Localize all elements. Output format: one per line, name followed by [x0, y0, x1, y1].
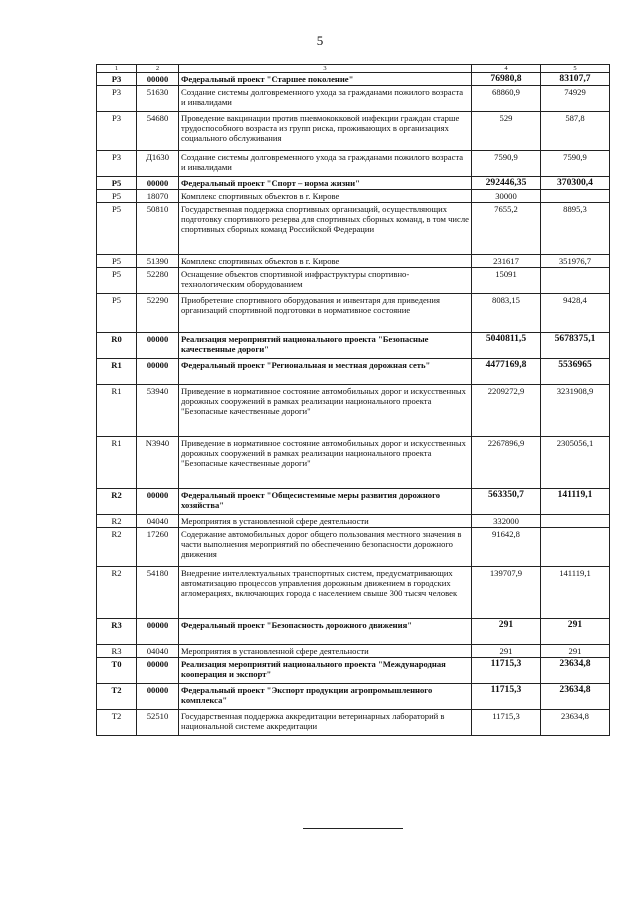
cell-sub: 04040	[137, 645, 179, 658]
cell-code: R1	[97, 385, 137, 437]
cell-v1: 11715,3	[472, 684, 541, 710]
cell-v1: 11715,3	[472, 710, 541, 736]
cell-v2	[541, 190, 610, 203]
cell-code: R1	[97, 359, 137, 385]
table-row	[97, 255, 610, 268]
table-row	[97, 203, 610, 255]
cell-code: R0	[97, 333, 137, 359]
cell-v1: 4477169,8	[472, 359, 541, 385]
cell-code: P3	[97, 112, 137, 151]
cell-name: Государственная поддержка спортивных организаций, осуществляющих подготовку спортивного резерва для спортивных сборных команд, в том числе спортивных сборных команд Российской Федерации	[179, 203, 472, 255]
cell-v1: 7655,2	[472, 203, 541, 255]
cell-v2: 23634,8	[541, 658, 610, 684]
table-row	[97, 268, 610, 294]
cell-sub: 52510	[137, 710, 179, 736]
cell-v1: 8083,15	[472, 294, 541, 333]
cell-v1: 291	[472, 645, 541, 658]
cell-name: Создание системы долговременного ухода за гражданами пожилого возраста и инвалидами	[179, 86, 472, 112]
table-row	[97, 112, 610, 151]
cell-code: P3	[97, 151, 137, 177]
column-header: 4	[472, 65, 541, 73]
cell-v2: 5536965	[541, 359, 610, 385]
cell-v1: 291	[472, 619, 541, 645]
cell-name: Реализация мероприятий национального проекта "Международная кооперация и экспорт"	[179, 658, 472, 684]
table-row	[97, 190, 610, 203]
cell-sub: 00000	[137, 658, 179, 684]
cell-v1: 2267896,9	[472, 437, 541, 489]
table-row	[97, 385, 610, 437]
table-row	[97, 177, 610, 190]
cell-v1: 15091	[472, 268, 541, 294]
table-row	[97, 619, 610, 645]
cell-sub: 51390	[137, 255, 179, 268]
budget-table	[96, 64, 610, 736]
cell-name: Мероприятия в установленной сфере деятельности	[179, 645, 472, 658]
cell-name: Федеральный проект "Спорт – норма жизни"	[179, 177, 472, 190]
cell-name: Федеральный проект "Старшее поколение"	[179, 73, 472, 86]
cell-sub: 00000	[137, 177, 179, 190]
cell-code: T2	[97, 710, 137, 736]
cell-name: Приведение в нормативное состояние автомобильных дорог и искусственных дорожных сооружений в рамках реализации национального проекта "Безопасные качественные дороги"	[179, 385, 472, 437]
cell-v1: 11715,3	[472, 658, 541, 684]
cell-code: T0	[97, 658, 137, 684]
cell-code: R2	[97, 515, 137, 528]
cell-name: Федеральный проект "Общесистемные меры развития дорожного хозяйства"	[179, 489, 472, 515]
cell-code: P3	[97, 86, 137, 112]
cell-sub: 51630	[137, 86, 179, 112]
table-row	[97, 73, 610, 86]
cell-name: Федеральный проект "Региональная и местная дорожная сеть"	[179, 359, 472, 385]
cell-sub: 52280	[137, 268, 179, 294]
cell-code: P5	[97, 268, 137, 294]
cell-name: Содержание автомобильных дорог общего пользования местного значения в части выполнения мероприятий по обеспечению безопасности дорожного движения	[179, 528, 472, 567]
cell-v2: 370300,4	[541, 177, 610, 190]
cell-sub: 00000	[137, 333, 179, 359]
table-row	[97, 359, 610, 385]
cell-name: Федеральный проект "Экспорт продукции агропромышленного комплекса"	[179, 684, 472, 710]
table-row	[97, 567, 610, 619]
cell-name: Комплекс спортивных объектов в г. Кирове	[179, 190, 472, 203]
cell-name: Комплекс спортивных объектов в г. Кирове	[179, 255, 472, 268]
table-row	[97, 151, 610, 177]
table-row	[97, 333, 610, 359]
cell-v2: 74929	[541, 86, 610, 112]
cell-v2: 351976,7	[541, 255, 610, 268]
column-header: 1	[97, 65, 137, 73]
cell-code: R1	[97, 437, 137, 489]
cell-v2: 291	[541, 645, 610, 658]
cell-name: Реализация мероприятий национального проекта "Безопасные качественные дороги"	[179, 333, 472, 359]
table-row	[97, 489, 610, 515]
cell-v1: 139707,9	[472, 567, 541, 619]
cell-v2: 83107,7	[541, 73, 610, 86]
table-header-row	[97, 65, 610, 73]
cell-sub: 18070	[137, 190, 179, 203]
cell-v1: 563350,7	[472, 489, 541, 515]
cell-sub: 00000	[137, 489, 179, 515]
cell-name: Создание системы долговременного ухода за гражданами пожилого возраста и инвалидами	[179, 151, 472, 177]
cell-code: R3	[97, 645, 137, 658]
cell-sub: 04040	[137, 515, 179, 528]
table-row	[97, 710, 610, 736]
cell-name: Проведение вакцинации против пневмококковой инфекции граждан старше трудоспособного возраста из групп риска, проживающих в организациях социального обслуживания	[179, 112, 472, 151]
cell-v1: 2209272,9	[472, 385, 541, 437]
cell-code: R2	[97, 528, 137, 567]
cell-name: Государственная поддержка аккредитации ветеринарных лабораторий в национальной системе аккредитации	[179, 710, 472, 736]
cell-code: P5	[97, 294, 137, 333]
cell-v1: 76980,8	[472, 73, 541, 86]
page-number: 5	[316, 33, 324, 48]
cell-code: T2	[97, 684, 137, 710]
cell-v2: 23634,8	[541, 684, 610, 710]
cell-sub: 00000	[137, 73, 179, 86]
cell-code: R2	[97, 489, 137, 515]
table-row	[97, 294, 610, 333]
cell-v2: 5678375,1	[541, 333, 610, 359]
table-row	[97, 86, 610, 112]
table-row	[97, 645, 610, 658]
cell-sub: 53940	[137, 385, 179, 437]
cell-v2: 23634,8	[541, 710, 610, 736]
cell-v2: 8895,3	[541, 203, 610, 255]
cell-v2: 2305056,1	[541, 437, 610, 489]
cell-name: Федеральный проект "Безопасность дорожного движения"	[179, 619, 472, 645]
cell-sub: Д1630	[137, 151, 179, 177]
cell-name: Внедрение интеллектуальных транспортных систем, предусматривающих автоматизацию процессов управления дорожным движением в городских агломерациях, включающих города с населением свыше 300 тысяч человек	[179, 567, 472, 619]
footer-divider	[303, 828, 403, 829]
cell-v2	[541, 515, 610, 528]
cell-v2: 141119,1	[541, 489, 610, 515]
cell-v1: 332000	[472, 515, 541, 528]
cell-sub: 50810	[137, 203, 179, 255]
cell-sub: 00000	[137, 619, 179, 645]
cell-v2: 141119,1	[541, 567, 610, 619]
cell-v2: 587,8	[541, 112, 610, 151]
table-row	[97, 658, 610, 684]
table-row	[97, 515, 610, 528]
column-header: 3	[179, 65, 472, 73]
cell-sub: 17260	[137, 528, 179, 567]
cell-code: P5	[97, 190, 137, 203]
cell-code: P5	[97, 177, 137, 190]
cell-v2: 291	[541, 619, 610, 645]
cell-code: R3	[97, 619, 137, 645]
cell-v2	[541, 268, 610, 294]
cell-v1: 30000	[472, 190, 541, 203]
cell-name: Оснащение объектов спортивной инфраструктуры спортивно-технологическим оборудованием	[179, 268, 472, 294]
cell-name: Приобретение спортивного оборудования и инвентаря для приведения организаций спортивной подготовки в нормативное состояние	[179, 294, 472, 333]
cell-v1: 529	[472, 112, 541, 151]
cell-code: R2	[97, 567, 137, 619]
cell-code: P3	[97, 73, 137, 86]
cell-sub: N3940	[137, 437, 179, 489]
cell-v1: 7590,9	[472, 151, 541, 177]
table-row	[97, 528, 610, 567]
cell-sub: 54680	[137, 112, 179, 151]
cell-code: P5	[97, 255, 137, 268]
cell-v1: 91642,8	[472, 528, 541, 567]
cell-sub: 00000	[137, 359, 179, 385]
column-header: 5	[541, 65, 610, 73]
cell-name: Мероприятия в установленной сфере деятельности	[179, 515, 472, 528]
cell-code: P5	[97, 203, 137, 255]
column-header: 2	[137, 65, 179, 73]
cell-sub: 54180	[137, 567, 179, 619]
cell-name: Приведение в нормативное состояние автомобильных дорог и искусственных дорожных сооружений в рамках реализации национального проекта "Безопасные качественные дороги"	[179, 437, 472, 489]
cell-sub: 00000	[137, 684, 179, 710]
table-row	[97, 684, 610, 710]
cell-v1: 5040811,5	[472, 333, 541, 359]
table-row	[97, 437, 610, 489]
cell-v2: 7590,9	[541, 151, 610, 177]
cell-v2: 9428,4	[541, 294, 610, 333]
cell-v1: 292446,35	[472, 177, 541, 190]
cell-sub: 52290	[137, 294, 179, 333]
cell-v1: 231617	[472, 255, 541, 268]
cell-v1: 68860,9	[472, 86, 541, 112]
cell-v2: 3231908,9	[541, 385, 610, 437]
cell-v2	[541, 528, 610, 567]
